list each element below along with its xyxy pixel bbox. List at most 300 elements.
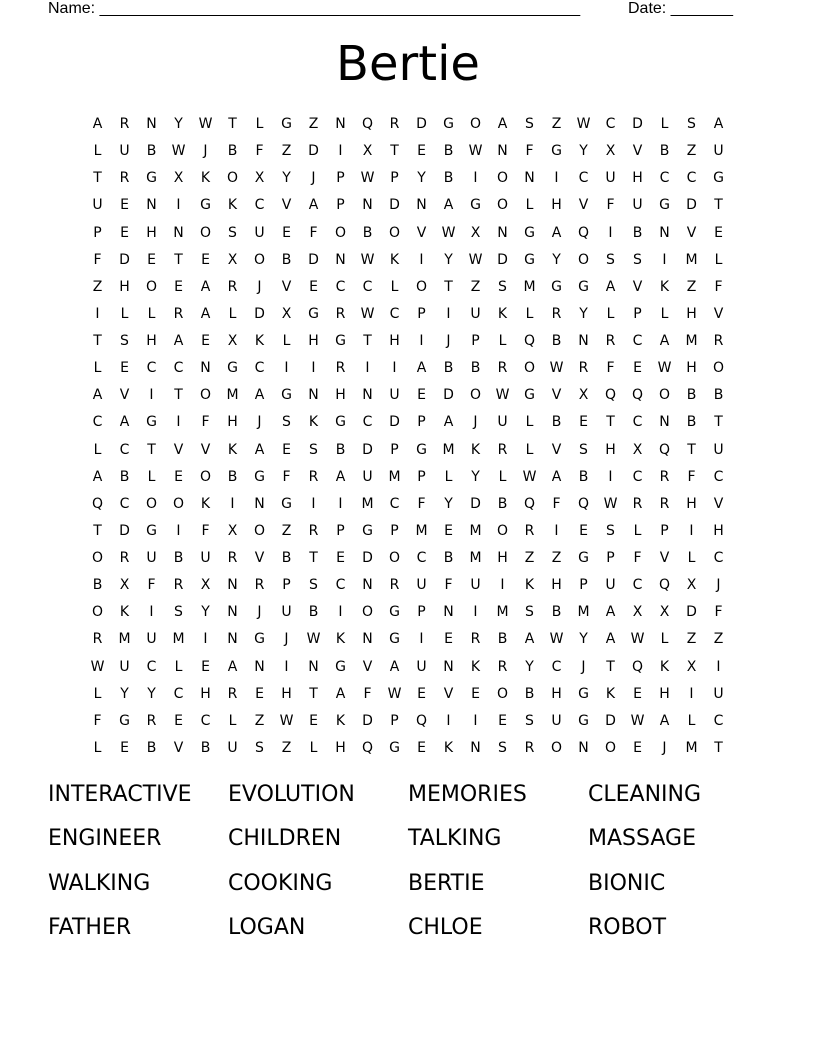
grid-letter[interactable]: H <box>335 739 346 756</box>
grid-letter[interactable]: L <box>93 360 102 377</box>
grid-letter[interactable]: J <box>203 143 208 160</box>
grid-letter[interactable]: P <box>417 604 426 621</box>
grid-letter[interactable]: U <box>254 224 265 241</box>
grid-letter[interactable]: I <box>500 577 505 594</box>
grid-letter[interactable]: B <box>119 468 130 485</box>
date-field[interactable]: Date: _______ <box>628 0 733 17</box>
grid-letter[interactable]: J <box>716 577 721 594</box>
grid-letter[interactable]: Q <box>523 333 536 349</box>
grid-letter[interactable]: Y <box>444 251 453 268</box>
grid-letter[interactable]: R <box>119 550 130 566</box>
grid-letter[interactable]: O <box>226 170 239 187</box>
grid-letter[interactable]: O <box>550 739 563 756</box>
grid-letter[interactable]: K <box>659 278 670 295</box>
grid-letter[interactable]: L <box>93 739 102 756</box>
grid-letter[interactable]: X <box>686 577 697 594</box>
grid-letter[interactable]: U <box>227 739 238 756</box>
grid-letter[interactable]: R <box>497 441 508 458</box>
grid-letter[interactable]: X <box>173 170 184 187</box>
grid-letter[interactable]: S <box>606 251 615 268</box>
grid-letter[interactable]: L <box>282 333 291 349</box>
grid-letter[interactable]: H <box>308 333 319 349</box>
grid-letter[interactable]: A <box>524 631 535 648</box>
name-field[interactable]: Name: ______________________________________________________ <box>48 0 581 17</box>
grid-letter[interactable]: C <box>254 360 265 377</box>
grid-letter[interactable]: L <box>228 305 237 322</box>
grid-letter[interactable]: Y <box>579 631 588 648</box>
grid-letter[interactable]: C <box>713 550 724 566</box>
grid-letter[interactable]: U <box>470 577 481 594</box>
grid-letter[interactable]: I <box>662 251 667 268</box>
grid-letter[interactable]: B <box>551 333 562 349</box>
grid-letter[interactable]: I <box>473 604 478 621</box>
grid-letter[interactable]: P <box>471 333 480 349</box>
grid-letter[interactable]: A <box>551 468 562 485</box>
grid-letter[interactable]: Y <box>147 685 156 702</box>
grid-letter[interactable]: N <box>173 224 184 241</box>
grid-letter[interactable]: T <box>363 333 372 349</box>
grid-letter[interactable]: O <box>577 251 590 268</box>
grid-letter[interactable]: R <box>308 468 319 485</box>
grid-letter[interactable]: M <box>469 522 482 539</box>
grid-letter[interactable]: B <box>362 224 373 241</box>
grid-letter[interactable]: I <box>338 604 343 621</box>
grid-letter[interactable]: F <box>714 278 723 295</box>
grid-letter[interactable]: O <box>199 468 212 485</box>
grid-letter[interactable]: I <box>338 495 343 512</box>
grid-letter[interactable]: J <box>473 414 478 431</box>
grid-letter[interactable]: O <box>145 278 158 295</box>
grid-letter[interactable]: V <box>578 197 589 214</box>
grid-letter[interactable]: B <box>524 685 535 702</box>
grid-letter[interactable]: A <box>308 197 319 214</box>
grid-letter[interactable]: E <box>174 278 183 295</box>
grid-letter[interactable]: Y <box>417 170 426 187</box>
grid-letter[interactable]: N <box>227 604 238 621</box>
grid-letter[interactable]: G <box>524 251 535 268</box>
grid-letter[interactable]: I <box>176 414 181 431</box>
grid-letter[interactable]: N <box>497 224 508 241</box>
grid-letter[interactable]: X <box>632 604 643 621</box>
grid-letter[interactable]: G <box>119 712 130 729</box>
grid-letter[interactable]: Y <box>579 305 588 322</box>
grid-letter[interactable]: W <box>468 251 483 268</box>
grid-letter[interactable]: M <box>496 604 509 621</box>
grid-letter[interactable]: H <box>146 224 157 241</box>
grid-letter[interactable]: R <box>119 116 130 132</box>
grid-letter[interactable]: B <box>551 414 562 431</box>
grid-letter[interactable]: G <box>281 116 292 132</box>
grid-letter[interactable]: A <box>389 658 400 675</box>
grid-letter[interactable]: G <box>551 278 562 295</box>
grid-letter[interactable]: H <box>389 333 400 349</box>
grid-letter[interactable]: B <box>146 739 157 756</box>
grid-letter[interactable]: M <box>442 441 455 458</box>
grid-letter[interactable]: M <box>577 604 590 621</box>
grid-letter[interactable]: L <box>498 468 507 485</box>
grid-letter[interactable]: T <box>714 739 723 756</box>
grid-letter[interactable]: W <box>198 116 213 132</box>
grid-letter[interactable]: L <box>525 414 534 431</box>
grid-letter[interactable]: C <box>173 360 184 377</box>
grid-letter[interactable]: N <box>497 143 508 160</box>
grid-letter[interactable]: C <box>146 360 157 377</box>
grid-letter[interactable]: L <box>93 685 102 702</box>
grid-letter[interactable]: O <box>469 116 482 132</box>
grid-letter[interactable]: H <box>713 522 724 539</box>
grid-letter[interactable]: W <box>306 631 321 648</box>
grid-letter[interactable]: R <box>524 739 535 756</box>
grid-letter[interactable]: I <box>473 712 478 729</box>
grid-letter[interactable]: H <box>551 197 562 214</box>
grid-letter[interactable]: R <box>146 712 157 729</box>
grid-letter[interactable]: L <box>687 712 696 729</box>
grid-letter[interactable]: C <box>713 468 724 485</box>
grid-letter[interactable]: H <box>551 577 562 594</box>
grid-letter[interactable]: O <box>388 224 401 241</box>
grid-letter[interactable]: L <box>93 143 102 160</box>
grid-letter[interactable]: B <box>92 577 103 594</box>
grid-letter[interactable]: L <box>309 739 318 756</box>
grid-letter[interactable]: E <box>714 224 723 241</box>
grid-letter[interactable]: V <box>686 224 697 241</box>
grid-letter[interactable]: P <box>390 522 399 539</box>
grid-letter[interactable]: Q <box>361 116 374 132</box>
grid-letter[interactable]: G <box>524 224 535 241</box>
grid-letter[interactable]: L <box>498 333 507 349</box>
grid-letter[interactable]: A <box>713 116 724 132</box>
grid-letter[interactable]: E <box>255 685 264 702</box>
grid-letter[interactable]: P <box>390 712 399 729</box>
grid-letter[interactable]: R <box>659 468 670 485</box>
grid-letter[interactable]: V <box>551 387 562 404</box>
grid-letter[interactable]: U <box>497 414 508 431</box>
grid-letter[interactable]: E <box>633 685 642 702</box>
grid-letter[interactable]: G <box>578 550 589 566</box>
grid-letter[interactable]: S <box>174 604 183 621</box>
grid-letter[interactable]: G <box>659 197 670 214</box>
grid-letter[interactable]: X <box>470 224 481 241</box>
grid-letter[interactable]: P <box>390 441 399 458</box>
grid-letter[interactable]: Y <box>201 604 210 621</box>
grid-letter[interactable]: Z <box>524 550 535 566</box>
grid-letter[interactable]: N <box>362 197 373 214</box>
grid-letter[interactable]: Q <box>415 712 428 729</box>
grid-letter[interactable]: Z <box>686 631 697 648</box>
grid-letter[interactable]: W <box>387 685 402 702</box>
grid-letter[interactable]: B <box>659 143 670 160</box>
grid-letter[interactable]: P <box>606 550 615 566</box>
grid-letter[interactable]: R <box>605 333 616 349</box>
grid-letter[interactable]: E <box>120 739 129 756</box>
grid-letter[interactable]: U <box>281 604 292 621</box>
grid-letter[interactable]: N <box>200 360 211 377</box>
grid-letter[interactable]: R <box>335 360 346 377</box>
grid-letter[interactable]: L <box>390 278 399 295</box>
grid-letter[interactable]: W <box>576 116 591 132</box>
grid-letter[interactable]: S <box>228 224 237 241</box>
grid-letter[interactable]: O <box>361 604 374 621</box>
grid-letter[interactable]: J <box>257 278 262 295</box>
grid-letter[interactable]: N <box>227 631 238 648</box>
grid-letter[interactable]: U <box>146 550 157 566</box>
grid-letter[interactable]: A <box>92 116 103 132</box>
grid-letter[interactable]: D <box>470 495 481 512</box>
grid-letter[interactable]: X <box>362 143 373 160</box>
grid-letter[interactable]: V <box>173 441 184 458</box>
grid-letter[interactable]: R <box>524 522 535 539</box>
grid-letter[interactable]: T <box>606 658 615 675</box>
grid-letter[interactable]: F <box>255 143 264 160</box>
grid-letter[interactable]: N <box>254 495 265 512</box>
grid-letter[interactable]: M <box>469 550 482 566</box>
grid-letter[interactable]: S <box>606 522 615 539</box>
grid-letter[interactable]: G <box>578 278 589 295</box>
grid-letter[interactable]: A <box>605 631 616 648</box>
grid-letter[interactable]: B <box>632 224 643 241</box>
grid-letter[interactable]: U <box>119 658 130 675</box>
grid-letter[interactable]: W <box>279 712 294 729</box>
grid-letter[interactable]: J <box>257 604 262 621</box>
grid-letter[interactable]: S <box>687 116 696 132</box>
grid-letter[interactable]: Q <box>631 387 644 404</box>
grid-letter[interactable]: G <box>416 441 427 458</box>
grid-letter[interactable]: N <box>308 387 319 404</box>
grid-letter[interactable]: E <box>120 197 129 214</box>
grid-letter[interactable]: E <box>633 360 642 377</box>
grid-letter[interactable]: Y <box>120 685 129 702</box>
grid-letter[interactable]: Z <box>92 278 103 295</box>
grid-letter[interactable]: G <box>551 143 562 160</box>
grid-letter[interactable]: N <box>254 658 265 675</box>
grid-letter[interactable]: I <box>689 685 694 702</box>
grid-letter[interactable]: A <box>659 712 670 729</box>
grid-letter[interactable]: P <box>417 468 426 485</box>
grid-letter[interactable]: R <box>551 305 562 322</box>
grid-letter[interactable]: Z <box>308 116 319 132</box>
grid-letter[interactable]: Q <box>631 658 644 675</box>
grid-letter[interactable]: C <box>713 712 724 729</box>
grid-letter[interactable]: F <box>201 522 210 539</box>
grid-letter[interactable]: A <box>443 414 454 431</box>
grid-letter[interactable]: D <box>497 251 508 268</box>
grid-letter[interactable]: M <box>226 387 239 404</box>
grid-letter[interactable]: K <box>443 739 454 756</box>
grid-letter[interactable]: D <box>389 197 400 214</box>
grid-letter[interactable]: X <box>227 522 238 539</box>
grid-letter[interactable]: W <box>360 170 375 187</box>
grid-letter[interactable]: L <box>228 712 237 729</box>
grid-letter[interactable]: U <box>551 712 562 729</box>
grid-letter[interactable]: H <box>686 360 697 377</box>
grid-letter[interactable]: G <box>713 170 724 187</box>
grid-letter[interactable]: T <box>606 414 615 431</box>
grid-letter[interactable]: O <box>469 387 482 404</box>
grid-letter[interactable]: O <box>253 251 266 268</box>
grid-letter[interactable]: K <box>335 631 346 648</box>
grid-letter[interactable]: N <box>443 604 454 621</box>
grid-letter[interactable]: K <box>335 712 346 729</box>
grid-letter[interactable]: G <box>389 739 400 756</box>
grid-letter[interactable]: D <box>443 387 454 404</box>
grid-letter[interactable]: F <box>444 577 453 594</box>
grid-letter[interactable]: E <box>417 387 426 404</box>
grid-letter[interactable]: K <box>497 305 508 322</box>
grid-letter[interactable]: Q <box>523 495 536 512</box>
grid-letter[interactable]: C <box>119 495 130 512</box>
grid-letter[interactable]: P <box>282 577 291 594</box>
grid-letter[interactable]: L <box>147 305 156 322</box>
grid-letter[interactable]: A <box>335 685 346 702</box>
grid-letter[interactable]: C <box>551 658 562 675</box>
grid-letter[interactable]: B <box>497 495 508 512</box>
grid-letter[interactable]: B <box>227 468 238 485</box>
grid-letter[interactable]: C <box>578 170 589 187</box>
grid-letter[interactable]: O <box>496 197 509 214</box>
grid-letter[interactable]: I <box>446 712 451 729</box>
grid-letter[interactable]: F <box>606 197 615 214</box>
grid-letter[interactable]: N <box>659 414 670 431</box>
grid-letter[interactable]: Q <box>577 495 590 512</box>
grid-letter[interactable]: F <box>552 495 561 512</box>
grid-letter[interactable]: M <box>172 631 185 648</box>
grid-letter[interactable]: C <box>632 468 643 485</box>
grid-letter[interactable]: C <box>92 414 103 431</box>
grid-letter[interactable]: H <box>551 685 562 702</box>
grid-letter[interactable]: L <box>174 658 183 675</box>
grid-letter[interactable]: F <box>282 468 291 485</box>
grid-letter[interactable]: O <box>496 685 509 702</box>
grid-letter[interactable]: A <box>92 387 103 404</box>
grid-letter[interactable]: Z <box>713 631 724 648</box>
grid-letter[interactable]: I <box>203 631 208 648</box>
grid-letter[interactable]: G <box>443 116 454 132</box>
grid-letter[interactable]: G <box>578 685 589 702</box>
grid-letter[interactable]: R <box>335 305 346 322</box>
grid-letter[interactable]: E <box>579 414 588 431</box>
grid-letter[interactable]: W <box>495 387 510 404</box>
grid-letter[interactable]: P <box>417 305 426 322</box>
grid-letter[interactable]: M <box>685 739 698 756</box>
grid-letter[interactable]: E <box>444 522 453 539</box>
grid-letter[interactable]: E <box>201 658 210 675</box>
grid-letter[interactable]: Z <box>281 522 292 539</box>
grid-letter[interactable]: E <box>336 550 345 566</box>
grid-letter[interactable]: A <box>254 387 265 404</box>
grid-letter[interactable]: A <box>200 305 211 322</box>
grid-letter[interactable]: K <box>227 441 238 458</box>
grid-letter[interactable]: A <box>335 468 346 485</box>
grid-letter[interactable]: W <box>522 468 537 485</box>
grid-letter[interactable]: P <box>390 170 399 187</box>
grid-letter[interactable]: I <box>338 143 343 160</box>
grid-letter[interactable]: F <box>93 251 102 268</box>
grid-letter[interactable]: G <box>335 414 346 431</box>
grid-letter[interactable]: N <box>416 197 427 214</box>
grid-letter[interactable]: M <box>415 522 428 539</box>
grid-letter[interactable]: Y <box>579 143 588 160</box>
grid-letter[interactable]: R <box>119 170 130 187</box>
grid-letter[interactable]: V <box>281 278 292 295</box>
grid-letter[interactable]: I <box>311 495 316 512</box>
grid-letter[interactable]: A <box>659 333 670 349</box>
grid-letter[interactable]: L <box>525 441 534 458</box>
grid-letter[interactable]: F <box>93 712 102 729</box>
grid-letter[interactable]: E <box>201 333 210 349</box>
grid-letter[interactable]: O <box>91 550 104 566</box>
grid-letter[interactable]: I <box>608 224 613 241</box>
grid-letter[interactable]: J <box>311 170 316 187</box>
grid-letter[interactable]: U <box>605 577 616 594</box>
grid-letter[interactable]: U <box>713 441 724 458</box>
grid-letter[interactable]: I <box>176 522 181 539</box>
grid-letter[interactable]: C <box>200 712 211 729</box>
grid-letter[interactable]: B <box>443 550 454 566</box>
grid-letter[interactable]: J <box>257 414 262 431</box>
grid-letter[interactable]: G <box>470 197 481 214</box>
grid-letter[interactable]: B <box>443 143 454 160</box>
grid-letter[interactable]: A <box>605 604 616 621</box>
grid-letter[interactable]: G <box>335 658 346 675</box>
grid-letter[interactable]: O <box>496 170 509 187</box>
grid-letter[interactable]: V <box>173 739 184 756</box>
grid-letter[interactable]: R <box>713 333 724 349</box>
grid-letter[interactable]: H <box>119 278 130 295</box>
grid-letter[interactable]: U <box>713 685 724 702</box>
grid-letter[interactable]: H <box>686 495 697 512</box>
grid-letter[interactable]: U <box>146 631 157 648</box>
grid-letter[interactable]: I <box>284 658 289 675</box>
grid-letter[interactable]: I <box>608 468 613 485</box>
grid-letter[interactable]: O <box>199 224 212 241</box>
grid-letter[interactable]: V <box>200 441 211 458</box>
grid-letter[interactable]: G <box>281 495 292 512</box>
grid-letter[interactable]: V <box>713 305 724 322</box>
grid-letter[interactable]: I <box>284 360 289 377</box>
grid-letter[interactable]: I <box>419 333 424 349</box>
grid-letter[interactable]: G <box>254 468 265 485</box>
grid-letter[interactable]: V <box>254 550 265 566</box>
grid-letter[interactable]: S <box>309 441 318 458</box>
grid-letter[interactable]: U <box>389 387 400 404</box>
grid-letter[interactable]: S <box>282 414 291 431</box>
grid-letter[interactable]: E <box>579 522 588 539</box>
grid-letter[interactable]: K <box>470 441 481 458</box>
grid-letter[interactable]: E <box>498 712 507 729</box>
grid-letter[interactable]: G <box>281 387 292 404</box>
grid-letter[interactable]: D <box>389 414 400 431</box>
grid-letter[interactable]: A <box>254 441 265 458</box>
grid-letter[interactable]: Y <box>552 251 561 268</box>
grid-letter[interactable]: X <box>578 387 589 404</box>
grid-letter[interactable]: U <box>470 305 481 322</box>
grid-letter[interactable]: C <box>632 333 643 349</box>
grid-letter[interactable]: D <box>362 712 373 729</box>
grid-letter[interactable]: L <box>660 116 669 132</box>
grid-letter[interactable]: B <box>281 251 292 268</box>
grid-letter[interactable]: L <box>687 550 696 566</box>
grid-letter[interactable]: G <box>146 522 157 539</box>
grid-letter[interactable]: G <box>308 305 319 322</box>
grid-letter[interactable]: U <box>362 468 373 485</box>
grid-letter[interactable]: W <box>90 658 105 675</box>
grid-letter[interactable]: O <box>199 387 212 404</box>
grid-letter[interactable]: H <box>281 685 292 702</box>
grid-letter[interactable]: P <box>336 197 345 214</box>
grid-letter[interactable]: X <box>281 305 292 322</box>
grid-letter[interactable]: X <box>227 251 238 268</box>
grid-letter[interactable]: G <box>362 522 373 539</box>
